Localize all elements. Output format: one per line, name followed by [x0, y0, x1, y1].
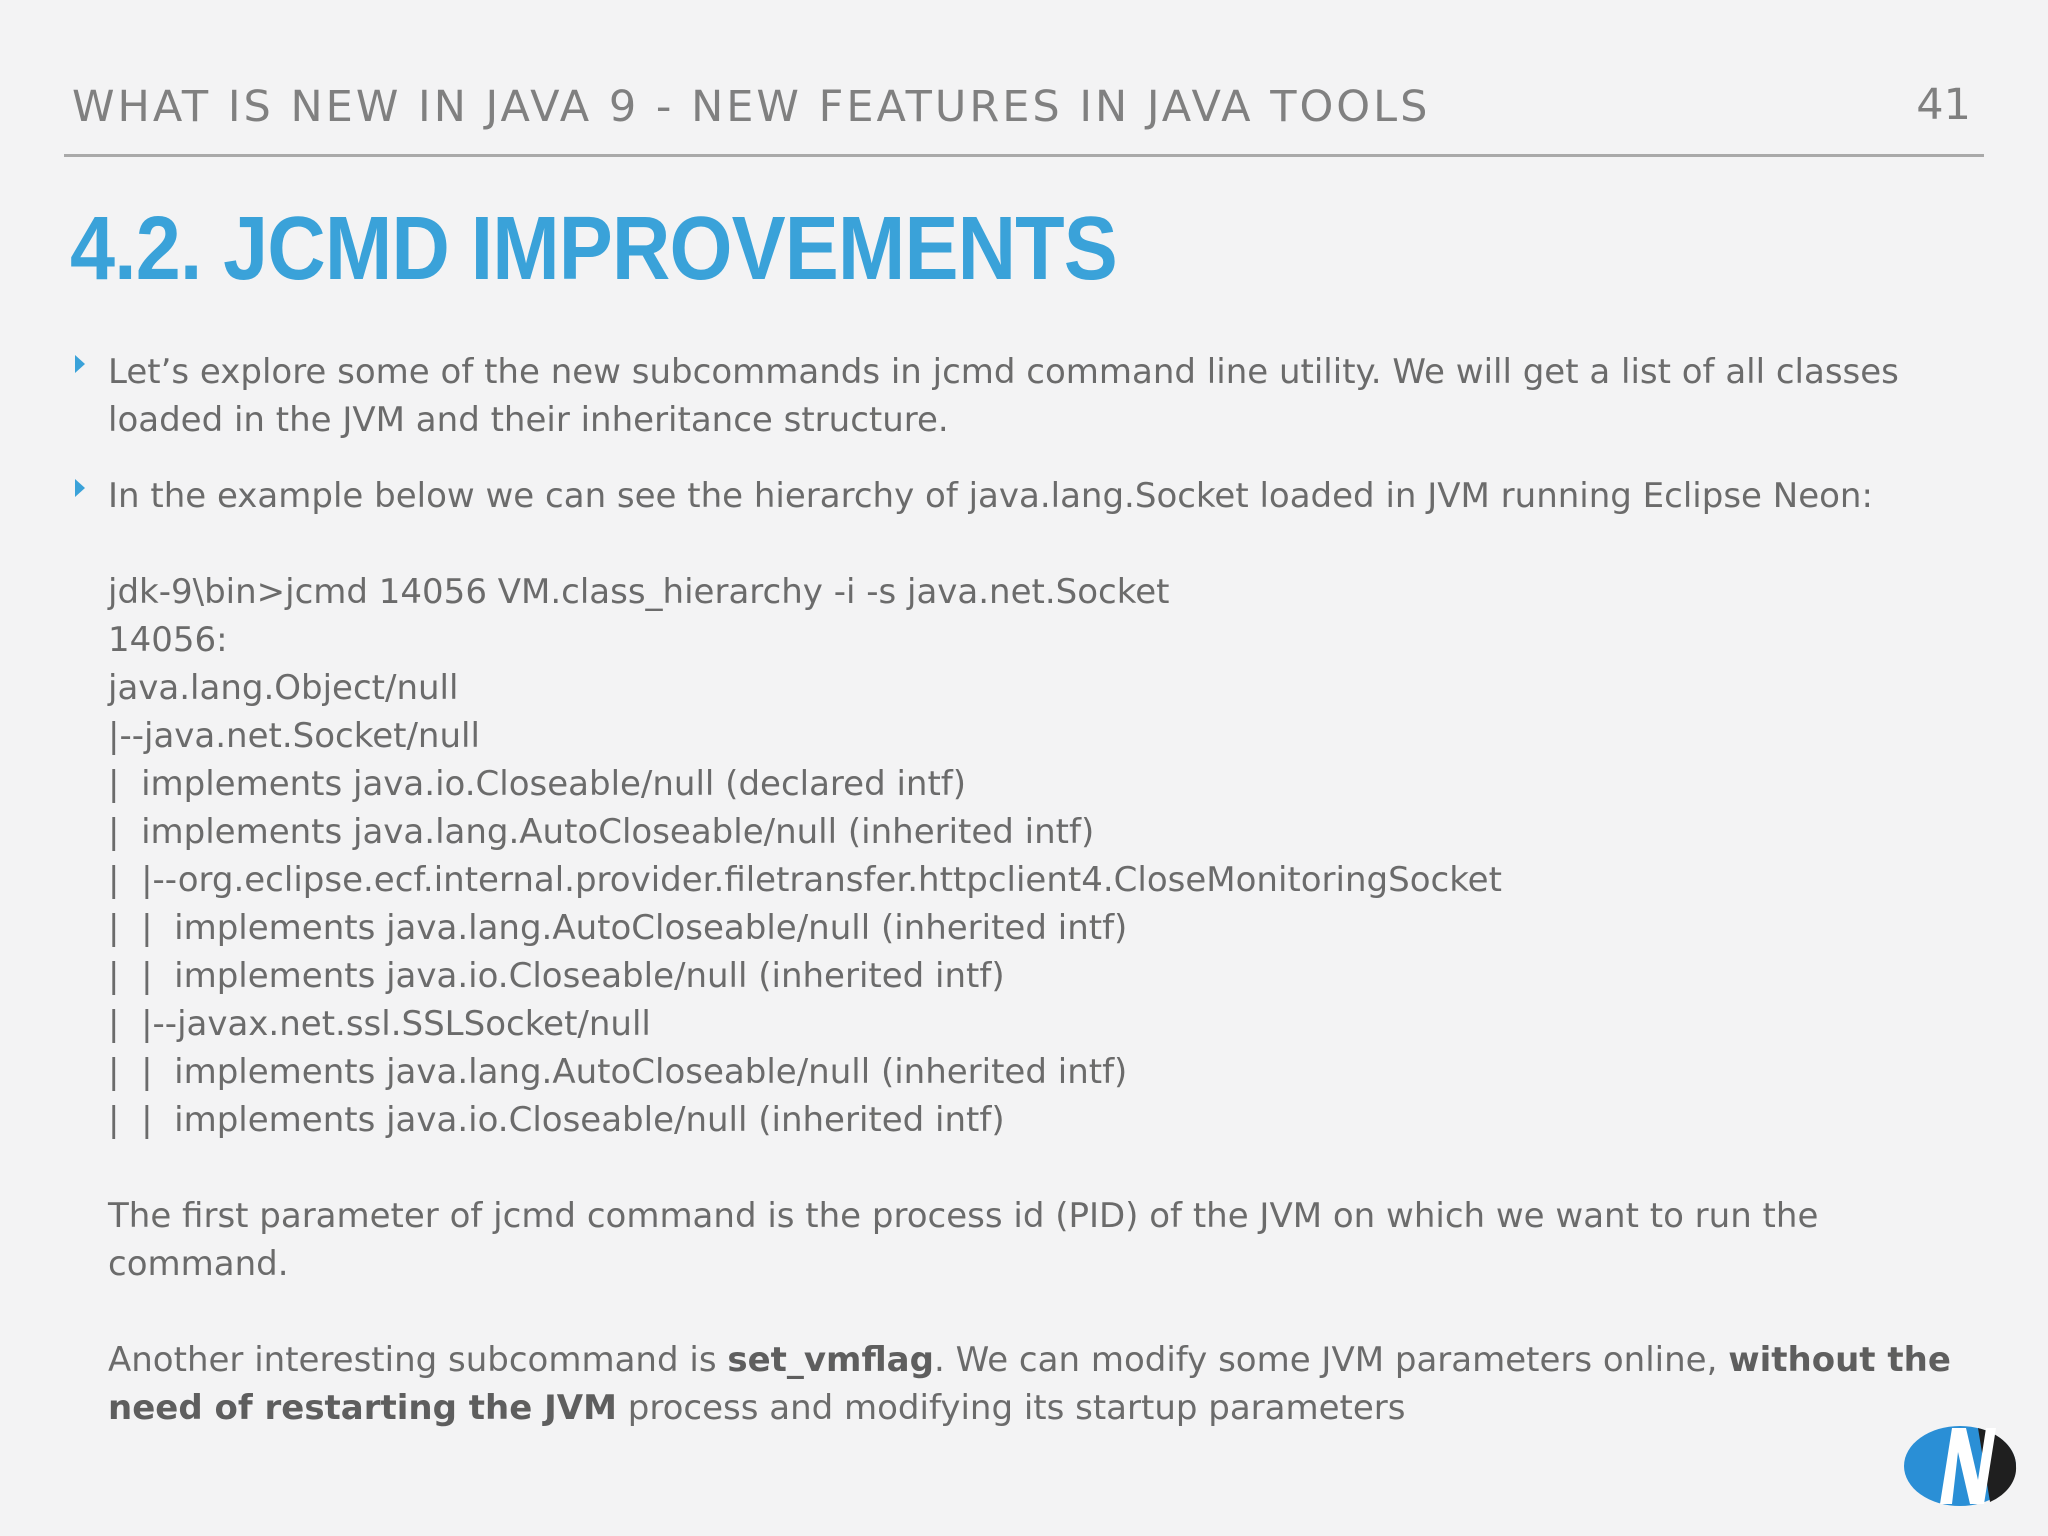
- code-line: | | implements java.io.Closeable/null (inherited intf): [108, 1100, 1005, 1140]
- bullet-triangle-icon: [75, 355, 85, 373]
- slide-title: 4.2. JCMD IMPROVEMENTS: [70, 199, 1117, 299]
- code-block: [108, 568, 1988, 1144]
- code-line: | | implements java.lang.AutoCloseable/null (inherited intf): [108, 1052, 1128, 1092]
- header-divider: [64, 154, 1984, 157]
- slide-content: [108, 348, 1988, 1460]
- vmflag-note: [108, 1336, 1988, 1432]
- code-line: 14056:: [108, 620, 228, 660]
- code-line: | | implements java.io.Closeable/null (inherited intf): [108, 956, 1005, 996]
- code-line: | implements java.lang.AutoCloseable/null (inherited intf): [108, 812, 1095, 852]
- code-line: jdk-9\bin>jcmd 14056 VM.class_hierarchy -i -s java.net.Socket: [108, 572, 1170, 612]
- code-line: |--java.net.Socket/null: [108, 716, 480, 756]
- bullet-item: [108, 348, 1988, 444]
- code-line: | |--javax.net.ssl.SSLSocket/null: [108, 1004, 651, 1044]
- vmflag-prefix: Another interesting subcommand is: [108, 1340, 728, 1380]
- code-line: | | implements java.lang.AutoCloseable/null (inherited intf): [108, 908, 1128, 948]
- n-logo-icon: [1900, 1414, 2020, 1514]
- header-title: WHAT IS NEW IN JAVA 9 - NEW FEATURES IN JAVA TOOLS: [72, 82, 1431, 132]
- code-line: | |--org.eclipse.ecf.internal.provider.filetransfer.httpclient4.CloseMonitoringSocket: [108, 860, 1502, 900]
- code-line: java.lang.Object/null: [108, 668, 459, 708]
- bullet-item: [108, 472, 1988, 1432]
- code-line: | implements java.io.Closeable/null (declared intf): [108, 764, 967, 804]
- bullet-triangle-icon: [75, 479, 85, 497]
- vmflag-middle: . We can modify some JVM parameters online,: [933, 1340, 1729, 1380]
- vmflag-emphasis: without the need of restarting the JVM: [108, 1340, 1951, 1428]
- vmflag-command: set_vmflag: [727, 1340, 934, 1380]
- page-number: 41: [1916, 80, 1971, 130]
- bullet-text: In the example below we can see the hierarchy of java.lang.Socket loaded in JVM running Eclipse Neon:: [108, 476, 1873, 516]
- vmflag-suffix: process and modifying its startup parameters: [616, 1388, 1406, 1428]
- pid-note: The first parameter of jcmd command is the process id (PID) of the JVM on which we want to run the command.: [108, 1196, 1819, 1284]
- bullet-text: Let’s explore some of the new subcommands in jcmd command line utility. We will get a list of all classes loaded in the JVM and their inheritance structure.: [108, 352, 1899, 440]
